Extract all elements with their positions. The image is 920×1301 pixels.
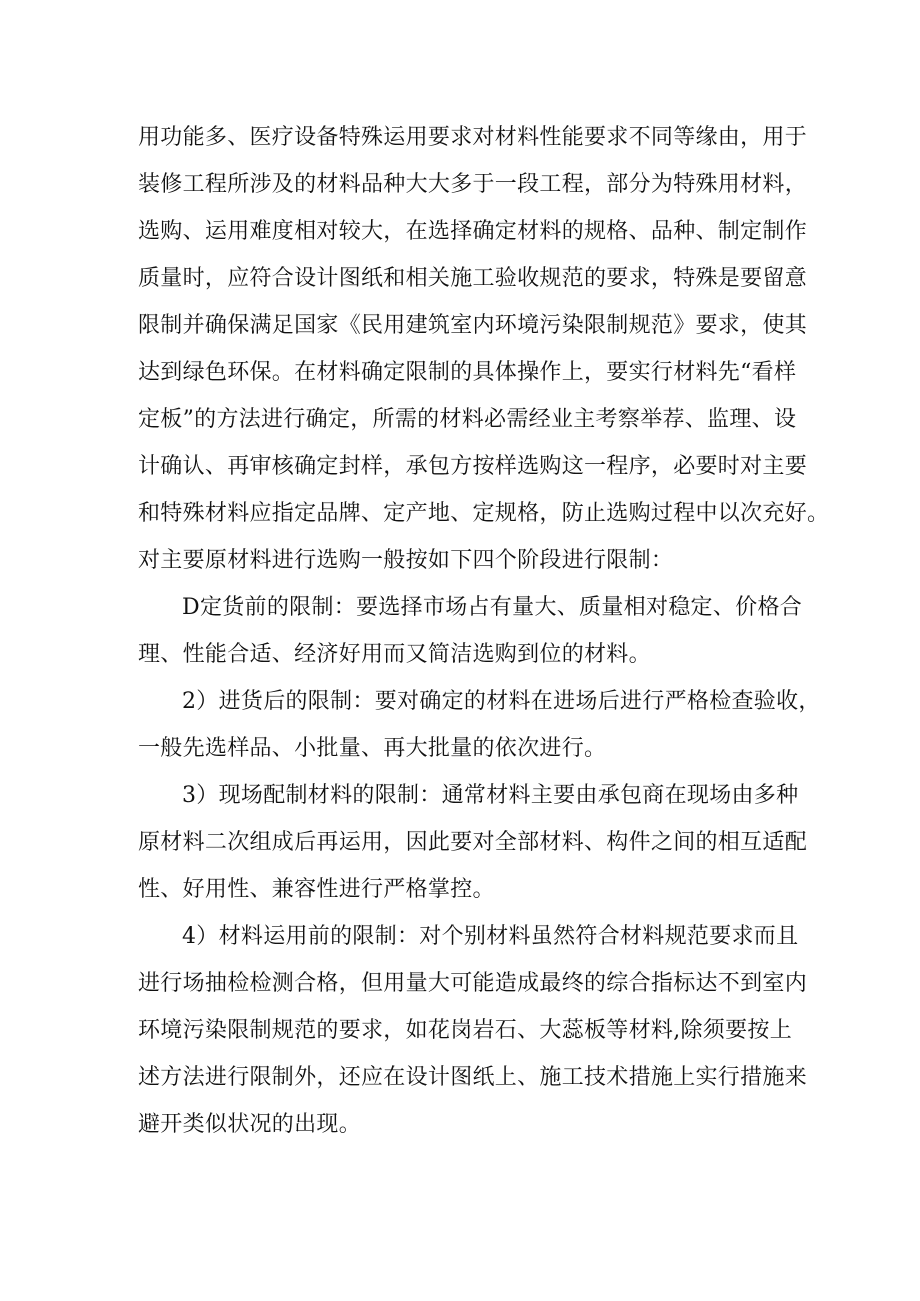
text-line: 质量时，应符合设计图纸和相关施工验收规范的要求，特殊是要留意	[138, 266, 808, 291]
text-line: 理、性能合适、经济好用而又简洁选购到位的材料。	[138, 642, 651, 667]
list-item-2-start: 2）进货后的限制：要对确定的材料在进场后进行严格检查验收，	[182, 689, 821, 714]
text-line: 用功能多、医疗设备特殊运用要求对材料性能要求不同等缘由，用于	[138, 125, 808, 150]
text-line: 进行场抽检检测合格，但用量大可能造成最终的综合指标达不到室内	[138, 971, 808, 996]
list-item-1-start: D定货前的限制：要选择市场占有量大、质量相对稳定、价格合	[182, 595, 803, 620]
text-line: 和特殊材料应指定品牌、定产地、定规格，防止选购过程中以次充好。	[138, 501, 830, 526]
text-line: 性、好用性、兼容性进行严格掌控。	[138, 877, 495, 902]
text-line: 原材料二次组成后再运用，因此要对全部材料、构件之间的相互适配	[138, 830, 808, 855]
text-line: 定板”的方法进行确定，所需的材料必需经业主考察举荐、监理、设	[138, 407, 797, 432]
text-line: 一般先选样品、小批量、再大批量的依次进行。	[138, 736, 607, 761]
text-line: 达到绿色环保。在材料确定限制的具体操作上，要实行材料先“看样	[138, 360, 797, 385]
text-line: 避开类似状况的出现。	[138, 1112, 362, 1137]
text-line: 计确认、再审核确定封样，承包方按样选购这一程序，必要时对主要	[138, 454, 808, 479]
body-text	[138, 114, 830, 1148]
list-item-3-start: 3）现场配制材料的限制：通常材料主要由承包商在现场由多种	[182, 783, 799, 808]
text-line: 述方法进行限制外，还应在设计图纸上、施工技术措施上实行措施来	[138, 1065, 808, 1090]
text-line: 对主要原材料进行选购一般按如下四个阶段进行限制：	[138, 548, 674, 573]
text-line: 限制并确保满足国家《民用建筑室内环境污染限制规范》要求，使其	[138, 313, 808, 338]
text-line: 选购、运用难度相对较大，在选择确定材料的规格、品种、制定制作	[138, 219, 808, 244]
list-item-4-start: 4）材料运用前的限制：对个别材料虽然符合材料规范要求而且	[182, 924, 799, 949]
text-line: 环境污染限制规范的要求，如花岗岩石、大蕊板等材料,除须要按上	[138, 1018, 792, 1043]
text-line: 装修工程所涉及的材料品种大大多于一段工程，部分为特殊用材料，	[138, 172, 808, 197]
